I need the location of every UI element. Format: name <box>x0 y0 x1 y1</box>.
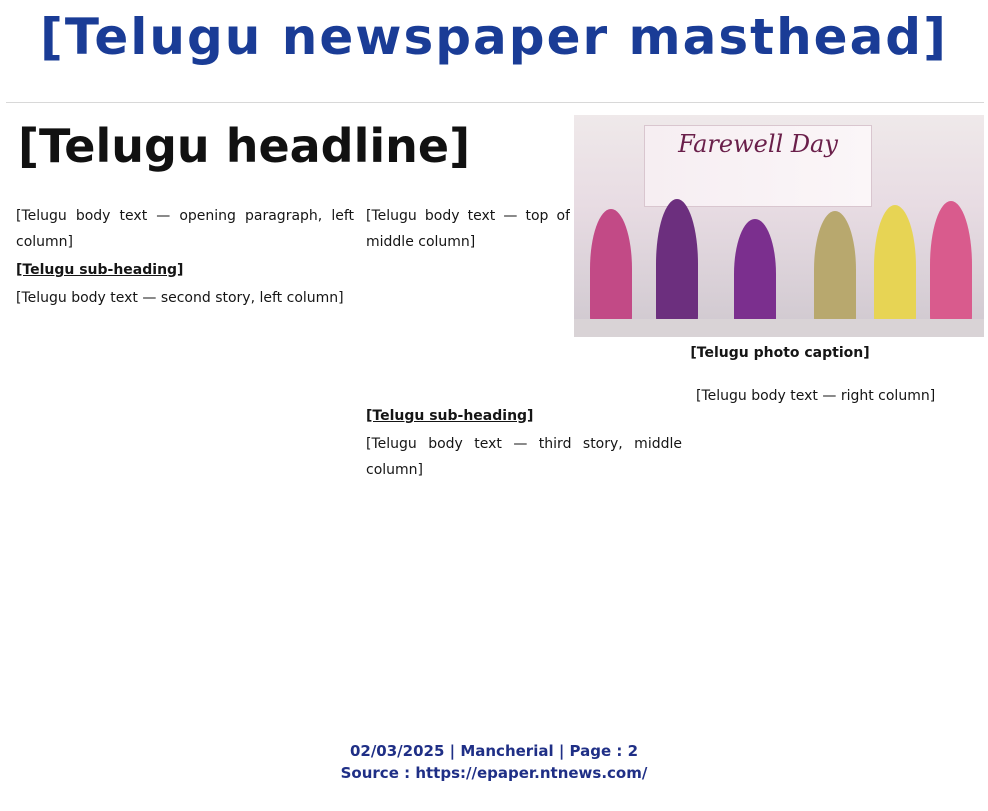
dancer-figure <box>814 211 856 329</box>
dancer-figure <box>930 201 972 329</box>
dancer-figure <box>874 205 916 329</box>
masthead <box>0 0 988 96</box>
dancer-figure <box>656 199 698 329</box>
paragraph: [Telugu body text — opening paragraph, left column] <box>16 208 354 250</box>
photo-caption: [Telugu photo caption] <box>690 345 870 361</box>
edition-info: 02/03/2025 | Mancherial | Page : 2 <box>349 742 639 760</box>
headline: [Telugu headline] <box>18 119 471 173</box>
paragraph: [Telugu body text — top of middle column] <box>366 208 570 250</box>
column-1 <box>16 203 354 723</box>
newspaper-title: [Telugu newspaper masthead] <box>40 8 948 66</box>
dancer-figure <box>734 219 776 329</box>
news-clipping <box>6 102 984 733</box>
column-2 <box>366 403 682 723</box>
column-3 <box>696 383 978 723</box>
page-footer <box>0 740 988 784</box>
paragraph: [Telugu body text — third story, middle column] <box>366 436 682 478</box>
source-link[interactable]: Source : https://epaper.ntnews.com/ <box>340 764 648 782</box>
dancer-figure <box>590 209 632 329</box>
subheading: [Telugu sub-heading] <box>366 408 534 424</box>
banner-title: Farewell Day <box>678 130 838 158</box>
paragraph: [Telugu body text — right column] <box>696 388 936 404</box>
stage-floor <box>574 319 984 337</box>
article-photo <box>574 115 984 337</box>
farewell-banner <box>644 125 872 207</box>
paragraph: [Telugu body text — second story, left column] <box>16 290 344 306</box>
subheading: [Telugu sub-heading] <box>16 262 184 278</box>
